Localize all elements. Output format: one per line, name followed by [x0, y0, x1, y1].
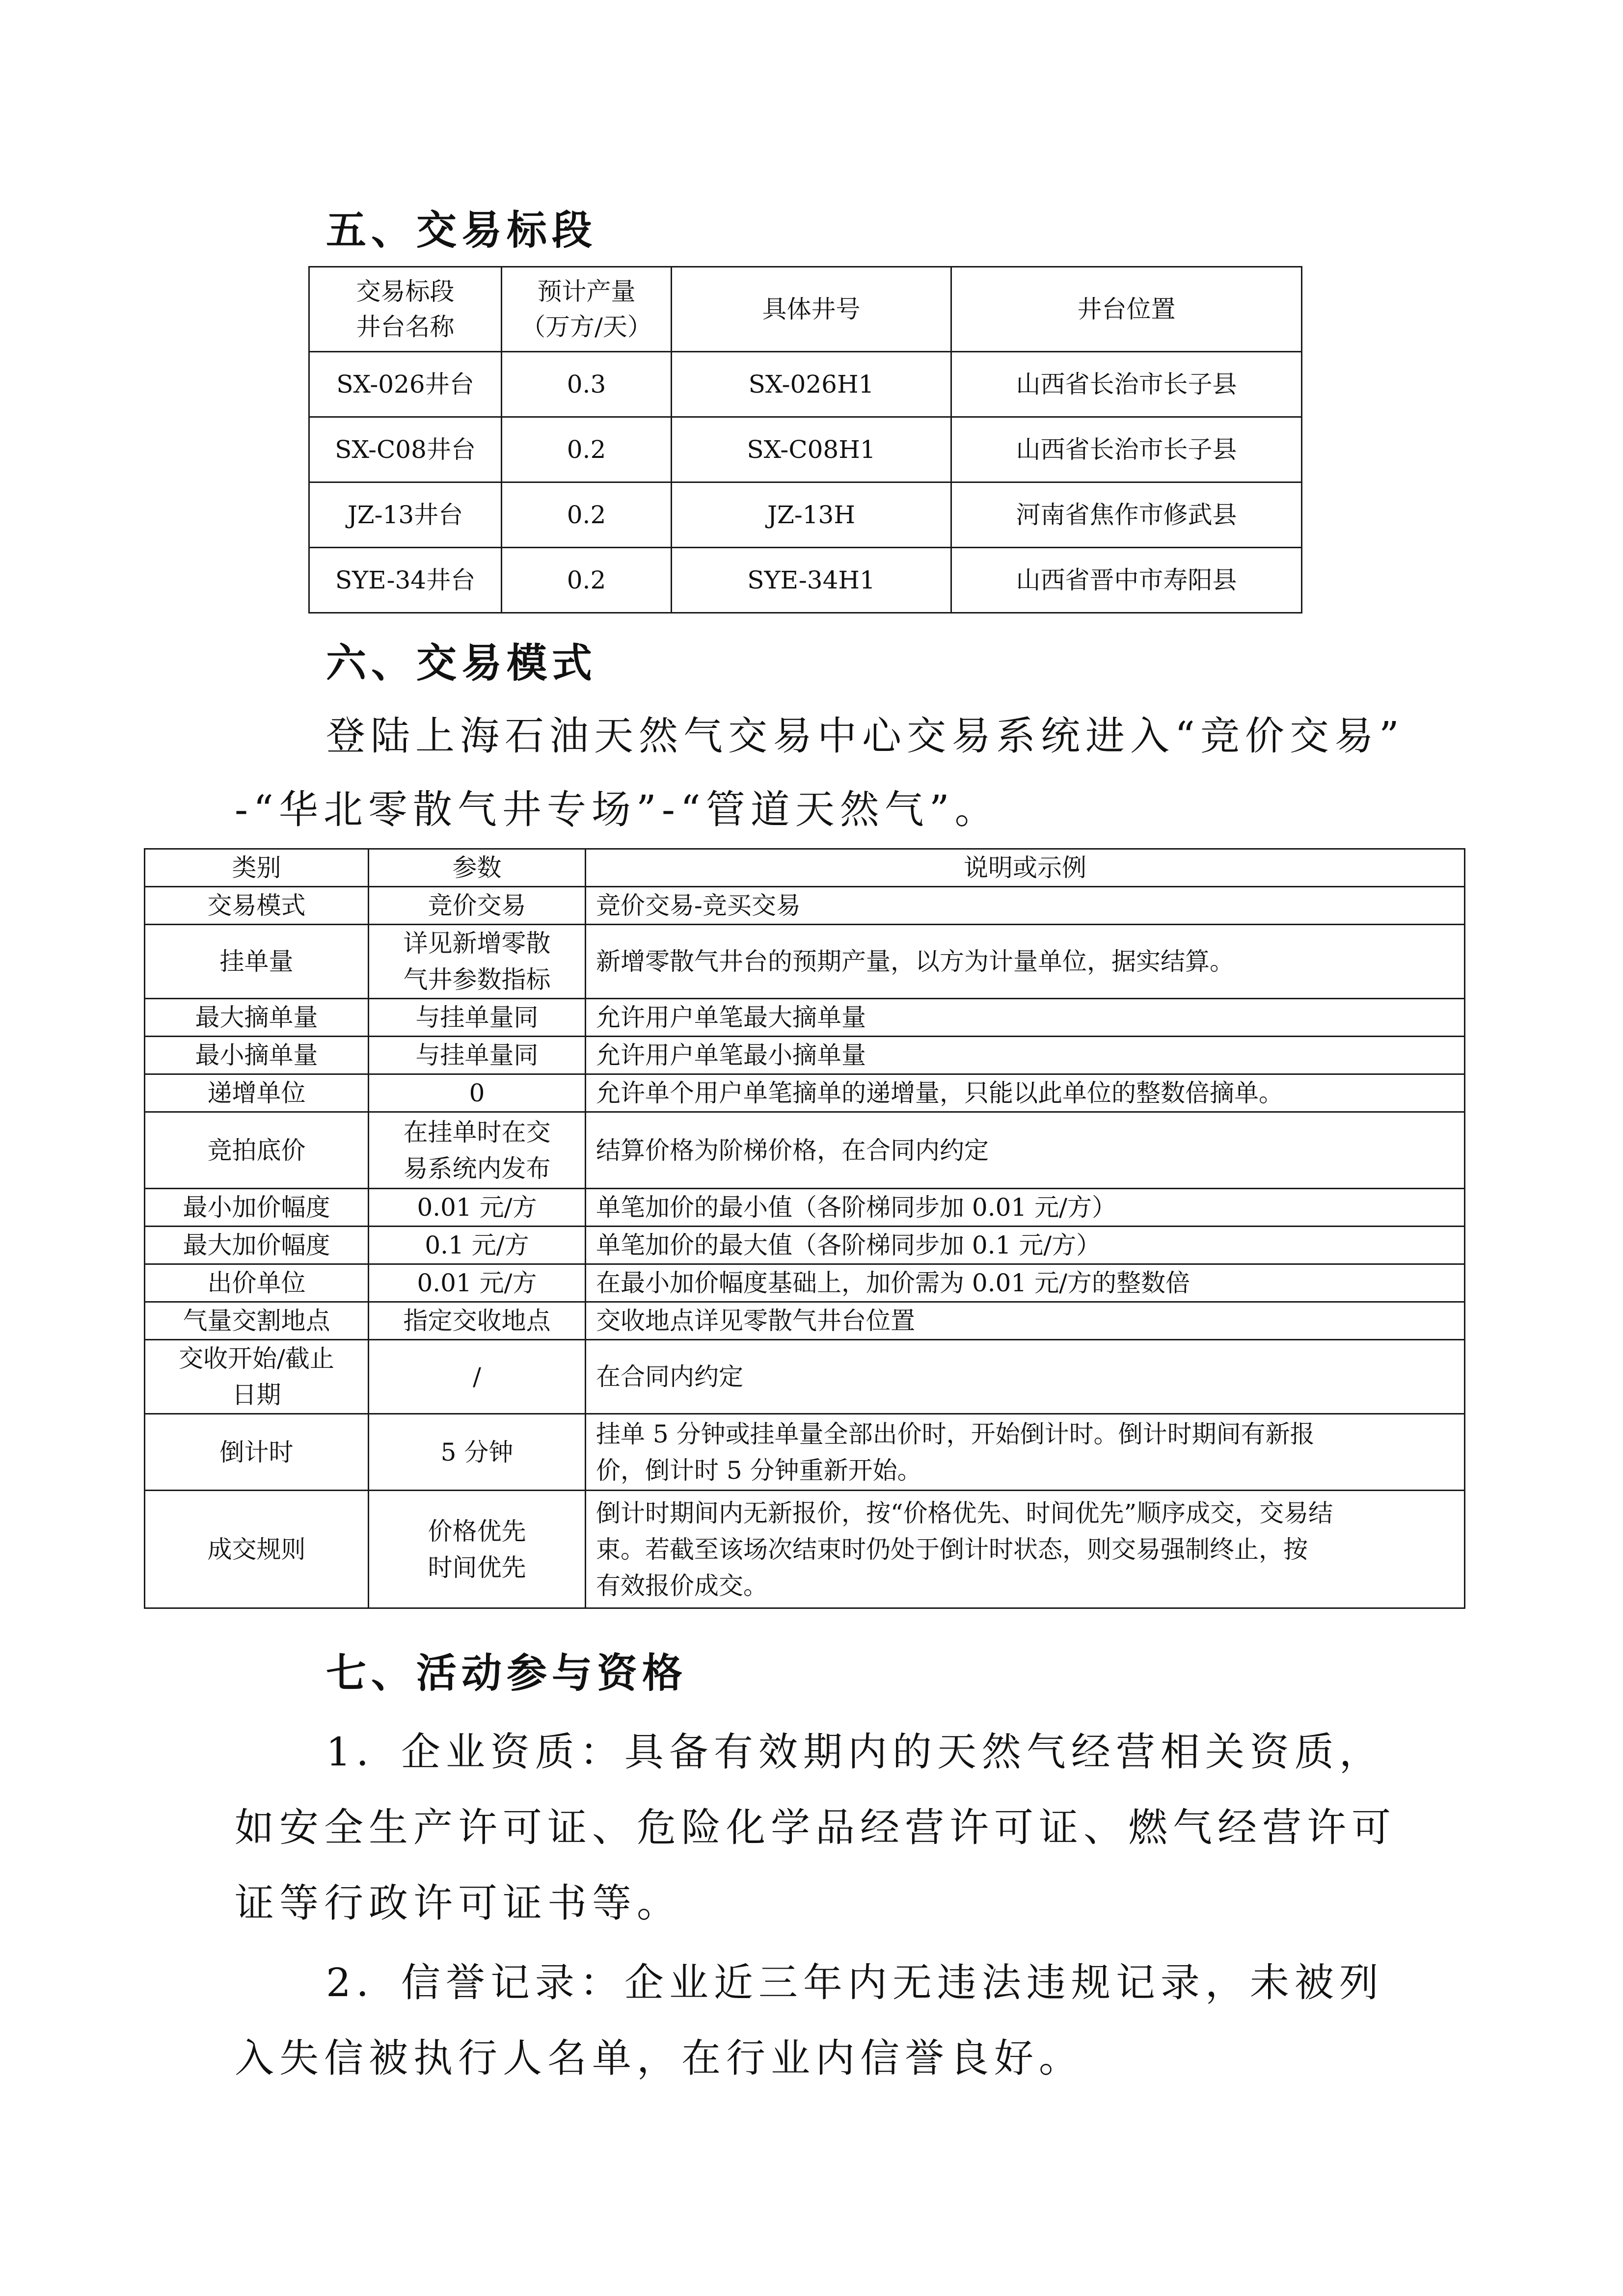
- row-category: [145, 1491, 369, 1608]
- table-row: [309, 417, 1302, 482]
- row-description-line: 在最小加价幅度基础上，加价需为 0.01 元/方的整数倍: [596, 1269, 1190, 1297]
- header-line: 交易标段: [356, 277, 455, 306]
- row-description-line: 挂单 5 分钟或挂单量全部出价时，开始倒计时。倒计时期间有新报: [596, 1419, 1315, 1448]
- row-parameter-line: 易系统内发布: [403, 1154, 551, 1183]
- row-category-line: 气量交割地点: [183, 1307, 330, 1335]
- table-row: [145, 1302, 1465, 1340]
- row-description: [586, 1189, 1465, 1227]
- row-description: [586, 1264, 1465, 1302]
- expected-output: 0.3: [502, 352, 672, 417]
- row-parameter: [369, 1264, 586, 1302]
- row-parameter: [369, 1340, 586, 1414]
- section6-title: 六、交易模式: [326, 640, 597, 687]
- row-description-line: 有效报价成交。: [596, 1571, 768, 1600]
- well-number: JZ-13H: [672, 482, 951, 548]
- row-category: [145, 887, 369, 925]
- well-pad-name: SX-026井台: [309, 352, 502, 417]
- row-parameter-line: 0.1 元/方: [425, 1231, 529, 1259]
- row-parameter: [369, 1189, 586, 1227]
- row-parameter-line: 详见新增零散: [403, 929, 551, 958]
- section7-item2-line2: 入失信被执行人名单，在行业内信誉良好。: [235, 2035, 1083, 2081]
- row-description: [586, 1227, 1465, 1264]
- row-category: [145, 1414, 369, 1491]
- row-description: [586, 1340, 1465, 1414]
- table-row: [145, 1037, 1465, 1074]
- section7-item1-line2: 如安全生产许可证、危险化学品经营许可证、燃气经营许可: [235, 1805, 1396, 1850]
- row-parameter-line: /: [473, 1362, 481, 1391]
- row-category: [145, 999, 369, 1037]
- table-row: [145, 1189, 1465, 1227]
- row-parameter-line: 5 分钟: [440, 1438, 514, 1467]
- row-parameter: [369, 1112, 586, 1189]
- header-cell: [672, 267, 951, 352]
- row-parameter-line: 0: [469, 1079, 485, 1107]
- row-parameter-line: 0.01 元/方: [417, 1269, 537, 1297]
- row-description-line: 倒计时期间内无新报价，按“价格优先、时间优先”顺序成交，交易结: [596, 1498, 1333, 1527]
- header-line: 预计产量: [537, 277, 636, 306]
- row-category-line: 挂单量: [219, 947, 294, 976]
- well-number: SYE-34H1: [672, 548, 951, 613]
- table-row: [145, 1074, 1465, 1112]
- row-description-line: 在合同内约定: [596, 1362, 743, 1391]
- row-description-line: 束。若截至该场次结束时仍处于倒计时状态，则交易强制终止，按: [596, 1535, 1308, 1564]
- row-description-line: 新增零散气井台的预期产量，以方为计量单位，据实结算。: [596, 947, 1234, 976]
- row-parameter: [369, 925, 586, 999]
- row-parameter-line: 竞价交易: [428, 891, 526, 920]
- row-description: [586, 1414, 1465, 1491]
- row-description: [586, 1037, 1465, 1074]
- row-description: [586, 1074, 1465, 1112]
- row-parameter-line: 指定交收地点: [403, 1307, 551, 1335]
- header-line: 具体井号: [762, 295, 861, 323]
- row-parameter: [369, 1491, 586, 1608]
- table-row: [145, 999, 1465, 1037]
- row-parameter-line: 0.01 元/方: [417, 1193, 537, 1222]
- row-parameter-line: 时间优先: [428, 1553, 526, 1582]
- table-row: [309, 482, 1302, 548]
- header-cell: 类别: [145, 849, 369, 887]
- table-header-row: [145, 849, 1465, 887]
- row-category: [145, 1227, 369, 1264]
- well-pad-name: JZ-13井台: [309, 482, 502, 548]
- well-location: 河南省焦作市修武县: [951, 482, 1302, 548]
- row-parameter: [369, 1074, 586, 1112]
- row-category: [145, 1074, 369, 1112]
- row-parameter: [369, 1037, 586, 1074]
- expected-output: 0.2: [502, 482, 672, 548]
- header-line: 井台位置: [1077, 295, 1176, 323]
- header-cell: [309, 267, 502, 352]
- row-description-line: 单笔加价的最大值（各阶梯同步加 0.1 元/方）: [596, 1231, 1101, 1259]
- table-row: [145, 925, 1465, 999]
- header-cell: [502, 267, 672, 352]
- row-parameter-line: 价格优先: [428, 1517, 526, 1546]
- row-description: [586, 1302, 1465, 1340]
- trading-lots-table: [308, 266, 1302, 614]
- row-description-line: 允许单个用户单笔摘单的递增量，只能以此单位的整数倍摘单。: [596, 1079, 1283, 1107]
- row-description-line: 价，倒计时 5 分钟重新开始。: [596, 1456, 922, 1485]
- row-category-line: 最小摘单量: [195, 1041, 318, 1069]
- header-cell: 说明或示例: [586, 849, 1465, 887]
- table-row: [145, 1264, 1465, 1302]
- section7-item1-line3: 证等行政许可证书等。: [235, 1880, 681, 1926]
- header-cell: [951, 267, 1302, 352]
- section7-item1-line1: 1．企业资质：具备有效期内的天然气经营相关资质，: [326, 1729, 1384, 1775]
- section7-item2-line1: 2．信誉记录：企业近三年内无违法违规记录，未被列: [326, 1960, 1384, 2005]
- row-description-line: 结算价格为阶梯价格，在合同内约定: [596, 1136, 989, 1165]
- row-description: [586, 925, 1465, 999]
- row-parameter: [369, 999, 586, 1037]
- row-description: [586, 999, 1465, 1037]
- table-header-row: [309, 267, 1302, 352]
- row-category-line: 出价单位: [207, 1269, 306, 1297]
- well-pad-name: SYE-34井台: [309, 548, 502, 613]
- header-line: 井台名称: [356, 313, 455, 341]
- row-category-line: 竞拍底价: [207, 1136, 306, 1165]
- row-category-line: 交易模式: [207, 891, 306, 920]
- row-description-line: 允许用户单笔最大摘单量: [596, 1003, 866, 1032]
- row-category-line: 倒计时: [219, 1438, 294, 1467]
- table-row: [145, 1491, 1465, 1608]
- row-category: [145, 1302, 369, 1340]
- row-parameter: [369, 1302, 586, 1340]
- row-category-line: 交收开始/截止: [179, 1344, 334, 1373]
- row-category: [145, 1340, 369, 1414]
- row-category: [145, 1037, 369, 1074]
- table-row: [145, 887, 1465, 925]
- well-number: SX-C08H1: [672, 417, 951, 482]
- row-category-line: 最大摘单量: [195, 1003, 318, 1032]
- row-description: [586, 1491, 1465, 1608]
- well-pad-name: SX-C08井台: [309, 417, 502, 482]
- table-row: [309, 548, 1302, 613]
- row-category-line: 日期: [232, 1381, 281, 1409]
- row-parameter-line: 在挂单时在交: [403, 1118, 551, 1147]
- row-description-line: 允许用户单笔最小摘单量: [596, 1041, 866, 1069]
- well-location: 山西省晋中市寿阳县: [951, 548, 1302, 613]
- trading-mode-table: [144, 848, 1465, 1609]
- row-description-line: 单笔加价的最小值（各阶梯同步加 0.01 元/方）: [596, 1193, 1116, 1222]
- row-category: [145, 1112, 369, 1189]
- section6-intro-line1: 登陆上海石油天然气交易中心交易系统进入“竞价交易”: [326, 713, 1405, 759]
- row-description-line: 竞价交易-竞买交易: [596, 891, 801, 920]
- expected-output: 0.2: [502, 417, 672, 482]
- section7-title: 七、活动参与资格: [326, 1650, 688, 1697]
- section6-intro-line2: -“华北零散气井专场”-“管道天然气”。: [235, 787, 1000, 832]
- row-category: [145, 925, 369, 999]
- header-line: （万方/天）: [521, 313, 652, 341]
- row-description: [586, 887, 1465, 925]
- row-category: [145, 1264, 369, 1302]
- row-parameter-line: 与挂单量同: [415, 1041, 539, 1069]
- well-number: SX-026H1: [672, 352, 951, 417]
- table-row: [145, 1414, 1465, 1491]
- row-category: [145, 1189, 369, 1227]
- row-description: [586, 1112, 1465, 1189]
- section5-title: 五、交易标段: [326, 207, 597, 254]
- expected-output: 0.2: [502, 548, 672, 613]
- row-parameter: [369, 1227, 586, 1264]
- table-row: [309, 352, 1302, 417]
- row-category-line: 成交规则: [207, 1535, 306, 1564]
- table-row: [145, 1112, 1465, 1189]
- header-cell: 参数: [369, 849, 586, 887]
- row-category-line: 最小加价幅度: [183, 1193, 330, 1222]
- well-location: 山西省长治市长子县: [951, 352, 1302, 417]
- well-location: 山西省长治市长子县: [951, 417, 1302, 482]
- row-parameter: [369, 887, 586, 925]
- row-category-line: 最大加价幅度: [183, 1231, 330, 1259]
- row-category-line: 递增单位: [207, 1079, 306, 1107]
- row-parameter: [369, 1414, 586, 1491]
- row-parameter-line: 与挂单量同: [415, 1003, 539, 1032]
- table-row: [145, 1340, 1465, 1414]
- row-description-line: 交收地点详见零散气井台位置: [596, 1307, 915, 1335]
- row-parameter-line: 气井参数指标: [403, 965, 551, 994]
- table-row: [145, 1227, 1465, 1264]
